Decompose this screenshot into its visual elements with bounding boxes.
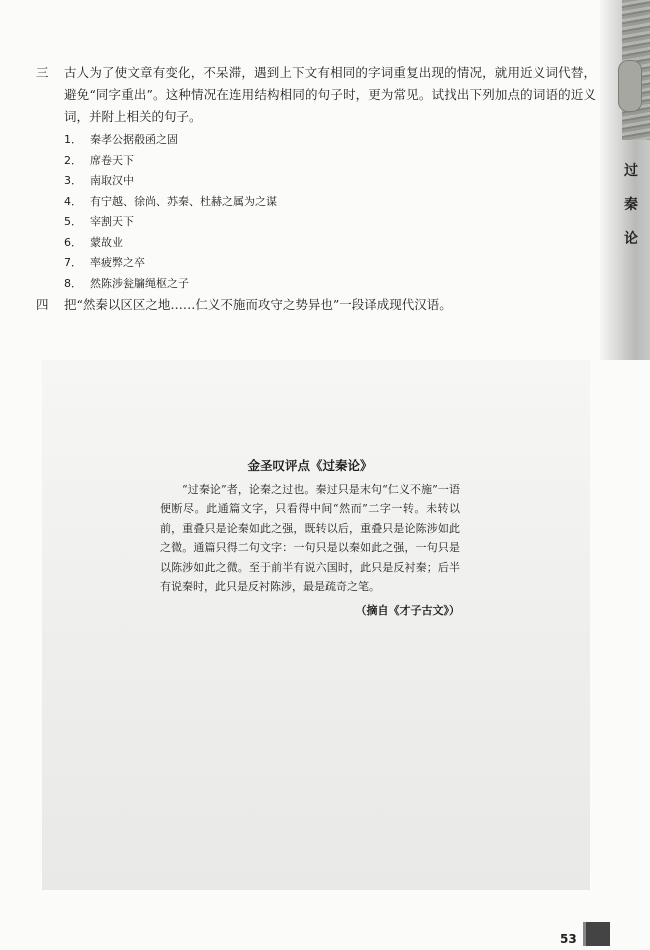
list-item: 1． 秦孝公据殽函之固 bbox=[64, 133, 178, 146]
commentary-source: （摘自《才子古文》） bbox=[355, 603, 460, 617]
question-number: 三 bbox=[36, 65, 49, 80]
commentary-title: 金圣叹评点《过秦论》 bbox=[247, 458, 373, 473]
side-title-char: 秦 bbox=[624, 197, 638, 213]
question-4 bbox=[36, 294, 596, 316]
list-item: 7． 率疲弊之卒 bbox=[64, 256, 145, 269]
word-list bbox=[36, 130, 596, 294]
commentary-box bbox=[160, 456, 460, 620]
page-number: 53 bbox=[560, 932, 577, 946]
list-item: 8． 然陈涉瓮牖绳枢之子 bbox=[64, 276, 189, 290]
list-item: 2． 席卷天下 bbox=[64, 153, 134, 167]
question-text: 古人为了使文章有变化，不呆滞，遇到上下文有相同的字词重复出现的情况，就用近义词代替，避免“同字重出”。这种情况在连用结构相同的句子时，更为常见。试找出下列加点的词语的近义词，并附上相关的句子。 bbox=[64, 65, 596, 124]
list-item: 5． 宰割天下 bbox=[64, 215, 134, 228]
question-number: 四 bbox=[36, 297, 49, 312]
list-item: 6． 蒙故业 bbox=[64, 235, 123, 249]
side-title-char: 过 bbox=[624, 163, 638, 179]
list-item: 3． 南取汉中 bbox=[64, 174, 134, 187]
chapter-title-vertical bbox=[616, 160, 646, 248]
question-text: 把“然秦以区区之地……仁义不施而攻守之势异也”一段译成现代汉语。 bbox=[64, 297, 452, 312]
commentary-body: “过秦论”者，论秦之过也。秦过只是末句“仁义不施”一语便断尽。此通篇文字，只看得中间“然而”二字一转。未转以前，重叠只是论秦如此之强，既转以后，重叠只是论陈涉如此之微。通篇只得二句文字：一句只是以秦如此之强，一句只是以陈涉如此之微。至于前半有说六国时，此只是反衬秦；后半有说秦时，此只是反衬陈涉，最是疏奇之笔。 bbox=[160, 482, 460, 593]
page-shade bbox=[42, 360, 590, 890]
ornament-icon bbox=[618, 60, 642, 112]
page-footer bbox=[560, 922, 610, 946]
list-item: 4． 有宁越、徐尚、苏秦、杜赫之属为之谋 bbox=[64, 194, 277, 208]
side-title-char: 论 bbox=[624, 231, 638, 247]
footer-mark-icon bbox=[583, 922, 610, 946]
chapter-side-tab bbox=[600, 0, 650, 360]
exercise-content bbox=[36, 62, 596, 316]
question-3 bbox=[36, 62, 596, 128]
